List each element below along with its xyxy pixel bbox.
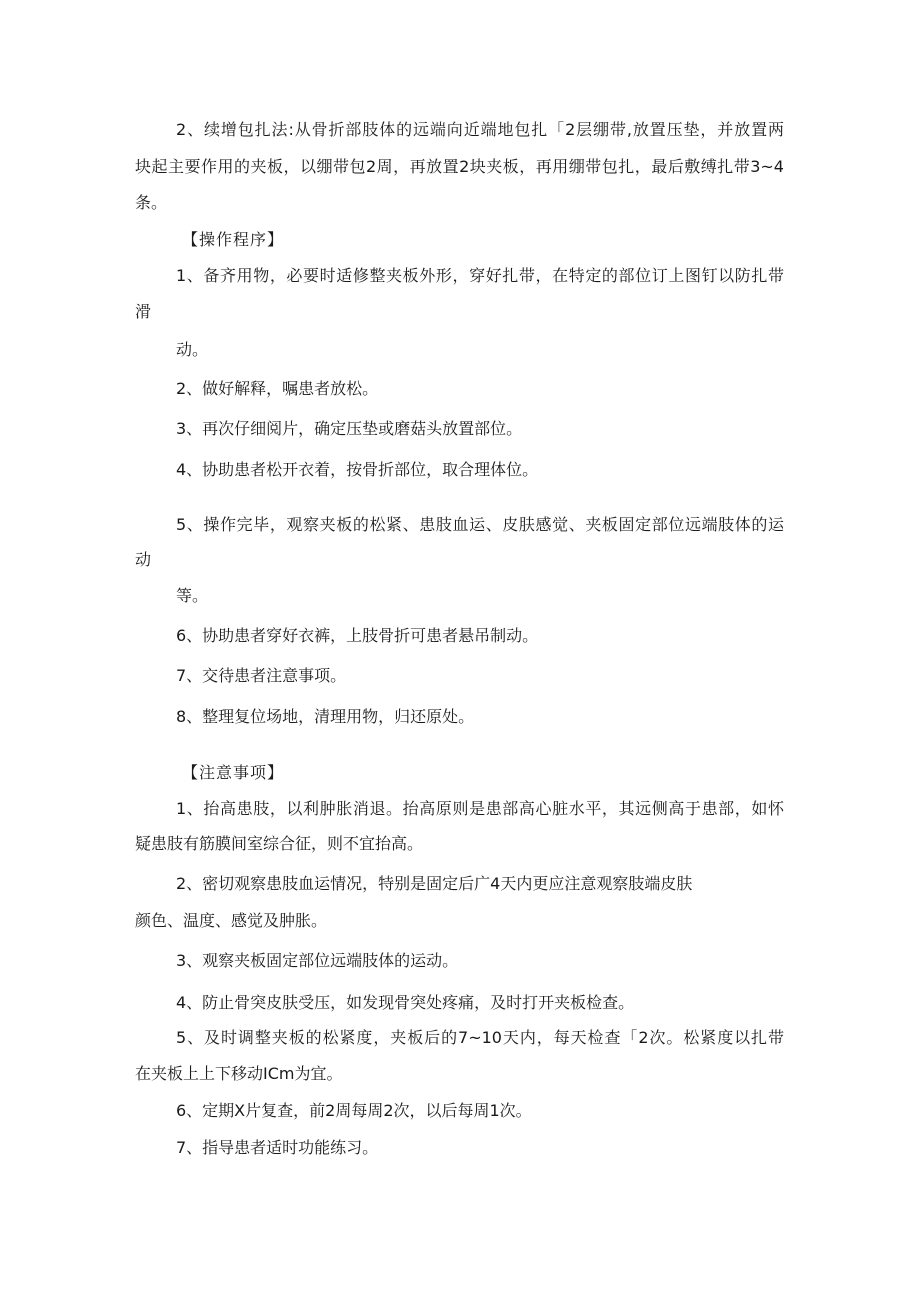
note-1-line-2: 疑患肢有筋膜间室综合征，则不宜抬高。	[135, 834, 424, 853]
procedure-step-7: 7、交待患者注意事项。	[176, 666, 347, 685]
note-5-line-2: 在夹板上上下移动ICm为宜。	[135, 1064, 343, 1083]
notes-heading: 【注意事项】	[182, 763, 285, 782]
procedure-step-5-line-2: 动	[135, 550, 152, 569]
procedure-step-2: 2、做好解释，嘱患者放松。	[176, 379, 379, 398]
procedure-step-6: 6、协助患者穿好衣裤，上肢骨折可患者悬吊制动。	[176, 626, 539, 645]
intro-line-1: 2、续增包扎法:从骨折部肢体的远端向近端地包扎「2层绷带,放置压垫，并放置两	[176, 120, 784, 139]
procedure-step-8: 8、整理复位场地，清理用物，归还原处。	[176, 707, 475, 726]
note-7: 7、指导患者适时功能练习。	[176, 1138, 379, 1157]
note-3: 3、观察夹板固定部位远端肢体的运动。	[176, 951, 459, 970]
intro-line-2: 块起主要作用的夹板，以绷带包2周，再放置2块夹板，再用绷带包扎，最后敷缚扎带3~4	[135, 157, 784, 176]
procedure-heading: 【操作程序】	[182, 230, 285, 249]
procedure-step-5-line-3: 等。	[176, 586, 209, 605]
procedure-step-1-line-3: 动。	[176, 340, 209, 359]
note-4: 4、防止骨突皮肤受压，如发现骨突处疼痛，及时打开夹板检查。	[176, 993, 635, 1012]
note-1-line-1: 1、抬高患肢，以利肿胀消退。抬高原则是患部高心脏水平，其远侧高于患部，如怀	[176, 799, 784, 818]
note-2-line-1: 2、密切观察患肢血运情况，特别是固定后广4天内更应注意观察肢端皮肤	[176, 874, 693, 893]
procedure-step-5-line-1: 5、操作完毕，观察夹板的松紧、患肢血运、皮肤感觉、夹板固定部位远端肢体的运	[176, 515, 784, 534]
procedure-step-1-line-2: 滑	[135, 302, 152, 321]
procedure-step-3: 3、再次仔细阅片，确定压垫或磨菇头放置部位。	[176, 419, 523, 438]
intro-line-3: 条。	[135, 193, 168, 212]
note-6: 6、定期X片复查，前2周每周2次，以后每周1次。	[176, 1101, 532, 1120]
note-5-line-1: 5、及时调整夹板的松紧度，夹板后的7~10天内，每天检查「2次。松紧度以扎带	[176, 1028, 784, 1047]
note-2-line-2: 颜色、温度、感觉及肿胀。	[135, 911, 328, 930]
procedure-step-4: 4、协助患者松开衣着，按骨折部位，取合理体位。	[176, 460, 539, 479]
procedure-step-1-line-1: 1、备齐用物，必要时适修整夹板外形，穿好扎带，在特定的部位订上图钉以防扎带	[176, 266, 784, 285]
